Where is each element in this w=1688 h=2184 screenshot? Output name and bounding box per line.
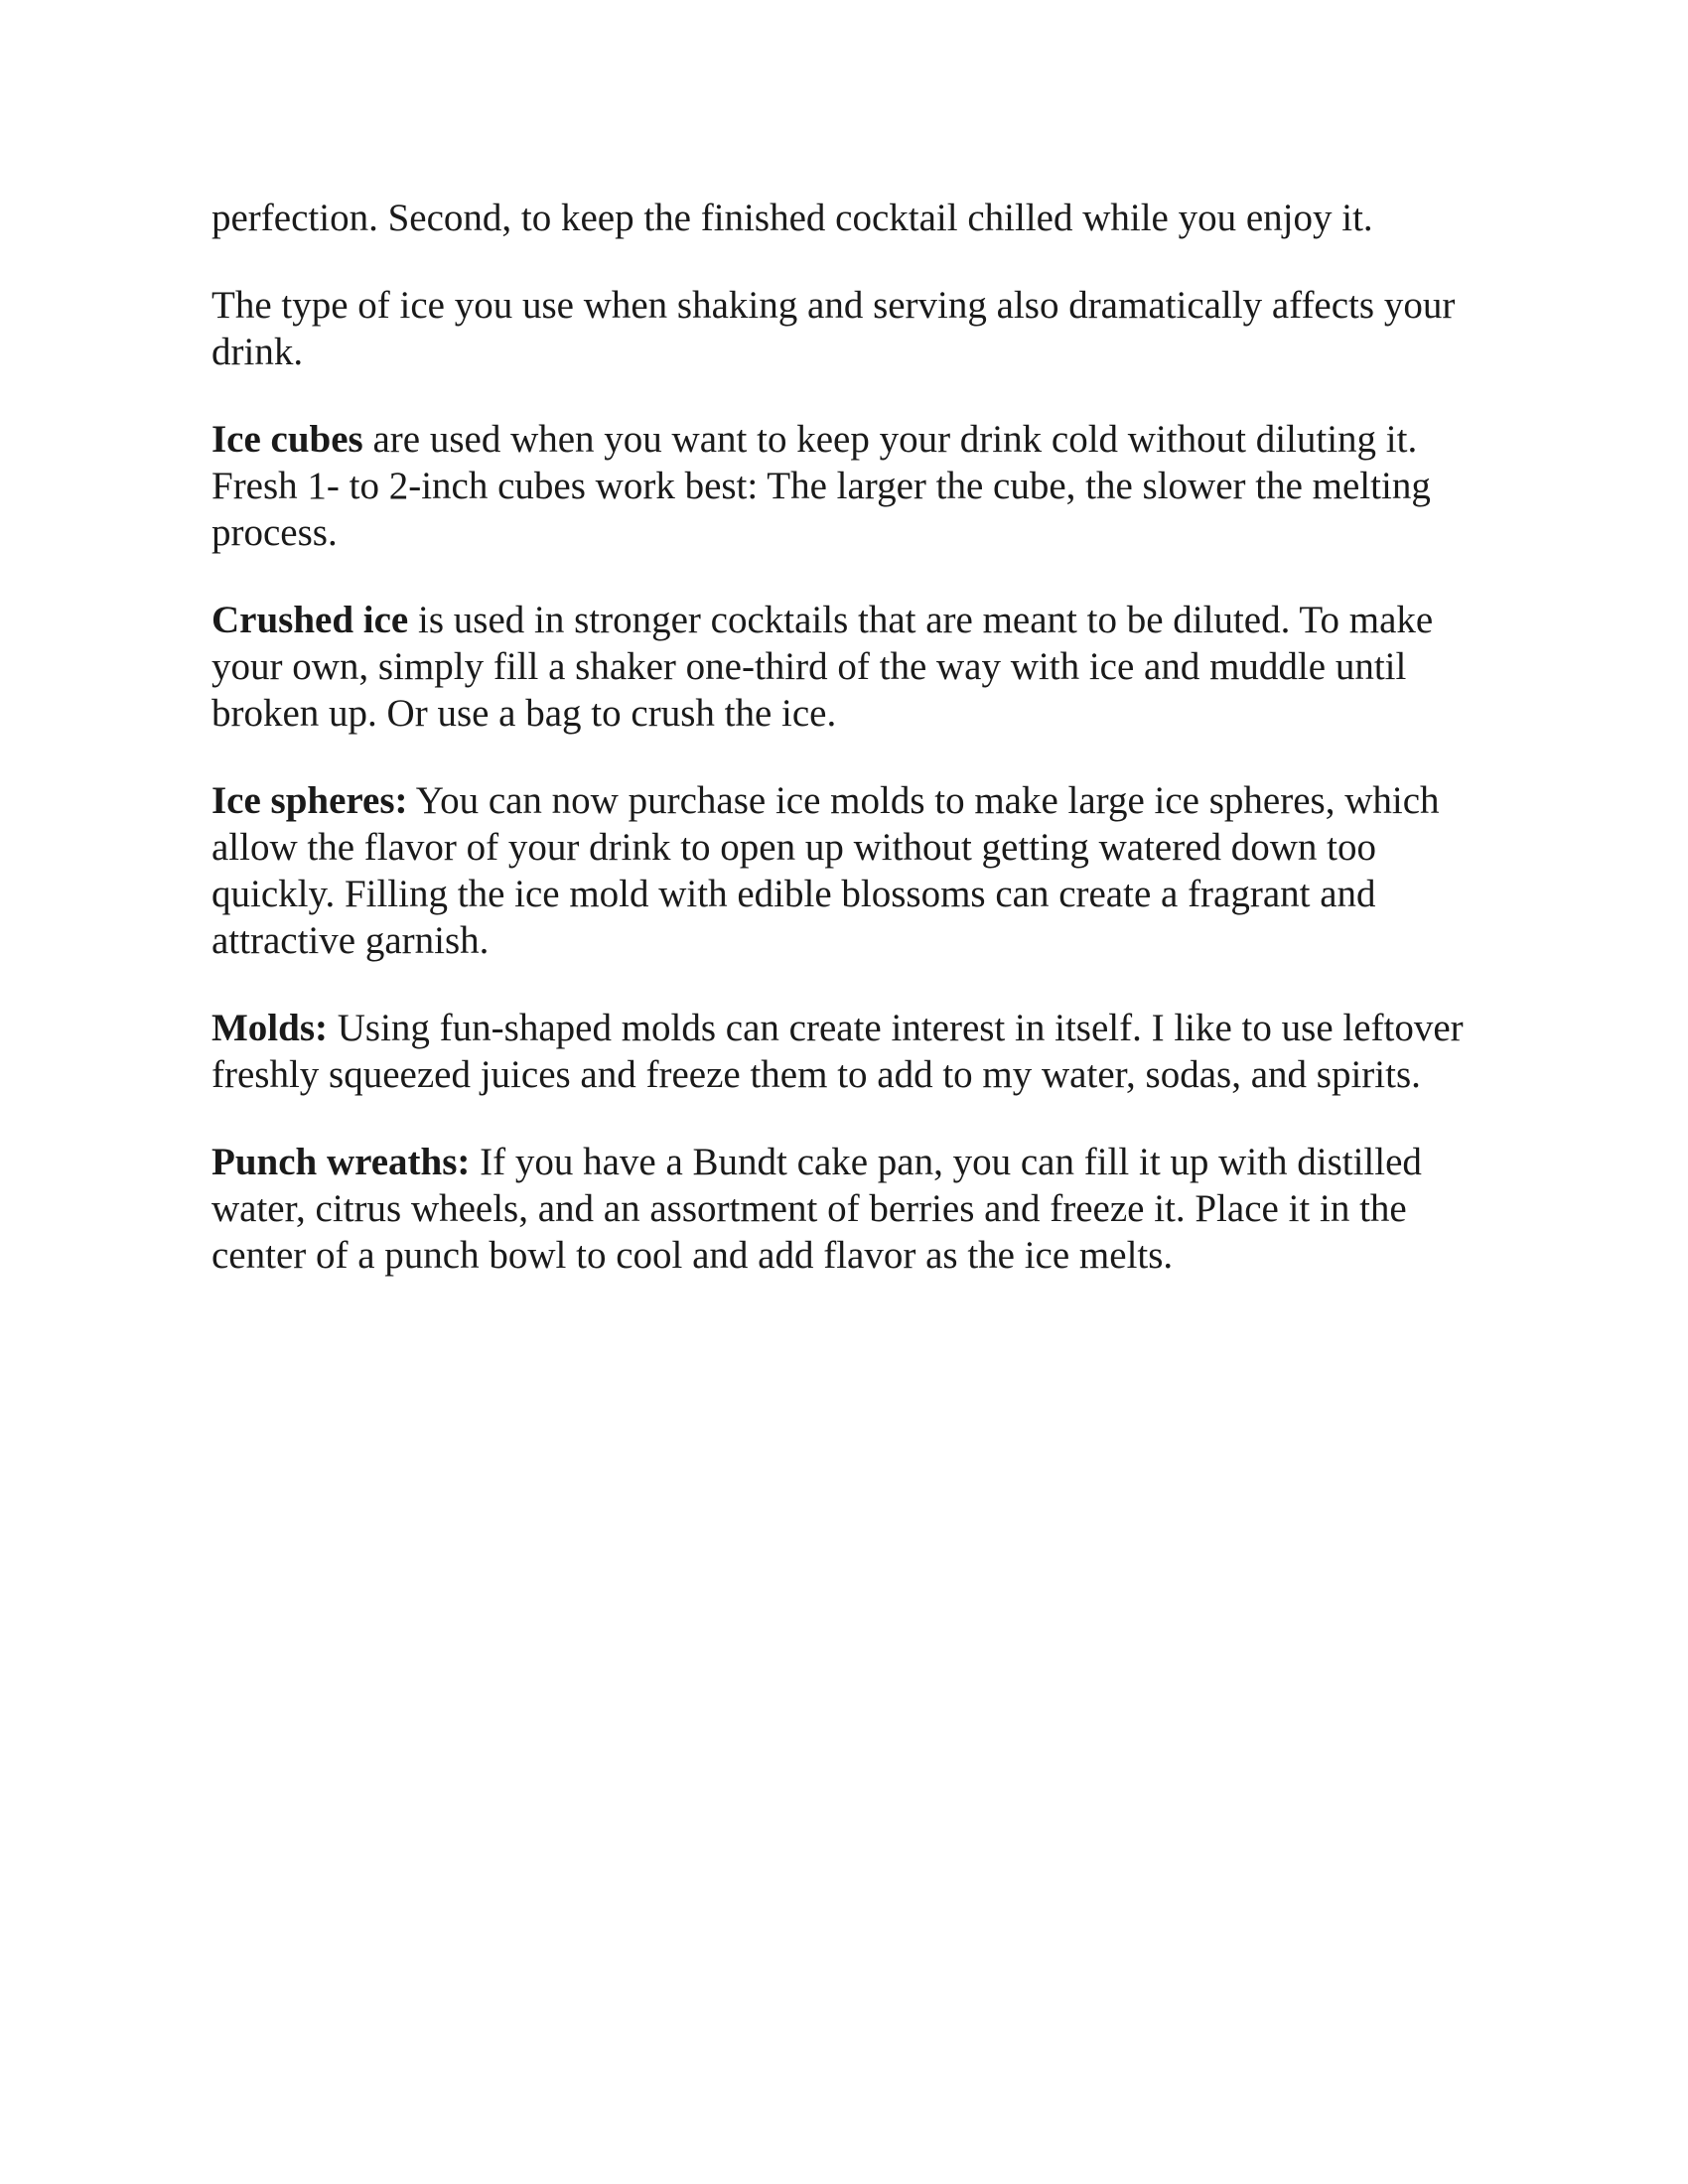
paragraph-ice-type (211, 282, 1492, 375)
paragraph-ice-cubes (211, 416, 1492, 556)
term-ice-cubes: Ice cubes (211, 418, 363, 461)
paragraph-text: If you have a Bundt cake pan, you can fill it up with distilled water, citrus wheels, and an assortment of berries and freeze it. Place it in the center of a punch bowl to cool and add flavor as the ice melts. (211, 1141, 1422, 1277)
term-punch-wreaths: Punch wreaths: (211, 1141, 471, 1183)
paragraph-text: is used in stronger cocktails that are meant to be diluted. To make your own, simply fill a shaker one-third of the way with ice and muddle until broken up. Or use a bag to crush the ice. (211, 599, 1434, 735)
paragraph-text: You can now purchase ice molds to make large ice spheres, which allow the flavor of your drink to open up without getting watered down too quickly. Filling the ice mold with edible blossoms can create a fragrant and attractive garnish. (211, 779, 1440, 962)
paragraph-text: The type of ice you use when shaking and serving also dramatically affects your drink. (211, 284, 1456, 373)
body-text (211, 195, 1492, 1319)
term-ice-spheres: Ice spheres: (211, 779, 408, 822)
paragraph-punch-wreaths (211, 1139, 1492, 1279)
paragraph-text: perfection. Second, to keep the finished cocktail chilled while you enjoy it. (211, 197, 1373, 239)
term-molds: Molds: (211, 1007, 328, 1049)
paragraph-text: are used when you want to keep your drink cold without diluting it. Fresh 1- to 2-inch cubes work best: The larger the cube, the slower the melting process. (211, 418, 1431, 554)
term-crushed-ice: Crushed ice (211, 599, 409, 641)
paragraph-text: Using fun-shaped molds can create interest in itself. I like to use leftover freshly squeezed juices and freeze them to add to my water, sodas, and spirits. (211, 1007, 1464, 1096)
paragraph-intro-continuation (211, 195, 1492, 241)
paragraph-ice-spheres (211, 777, 1492, 964)
paragraph-molds (211, 1005, 1492, 1098)
paragraph-crushed-ice (211, 597, 1492, 737)
